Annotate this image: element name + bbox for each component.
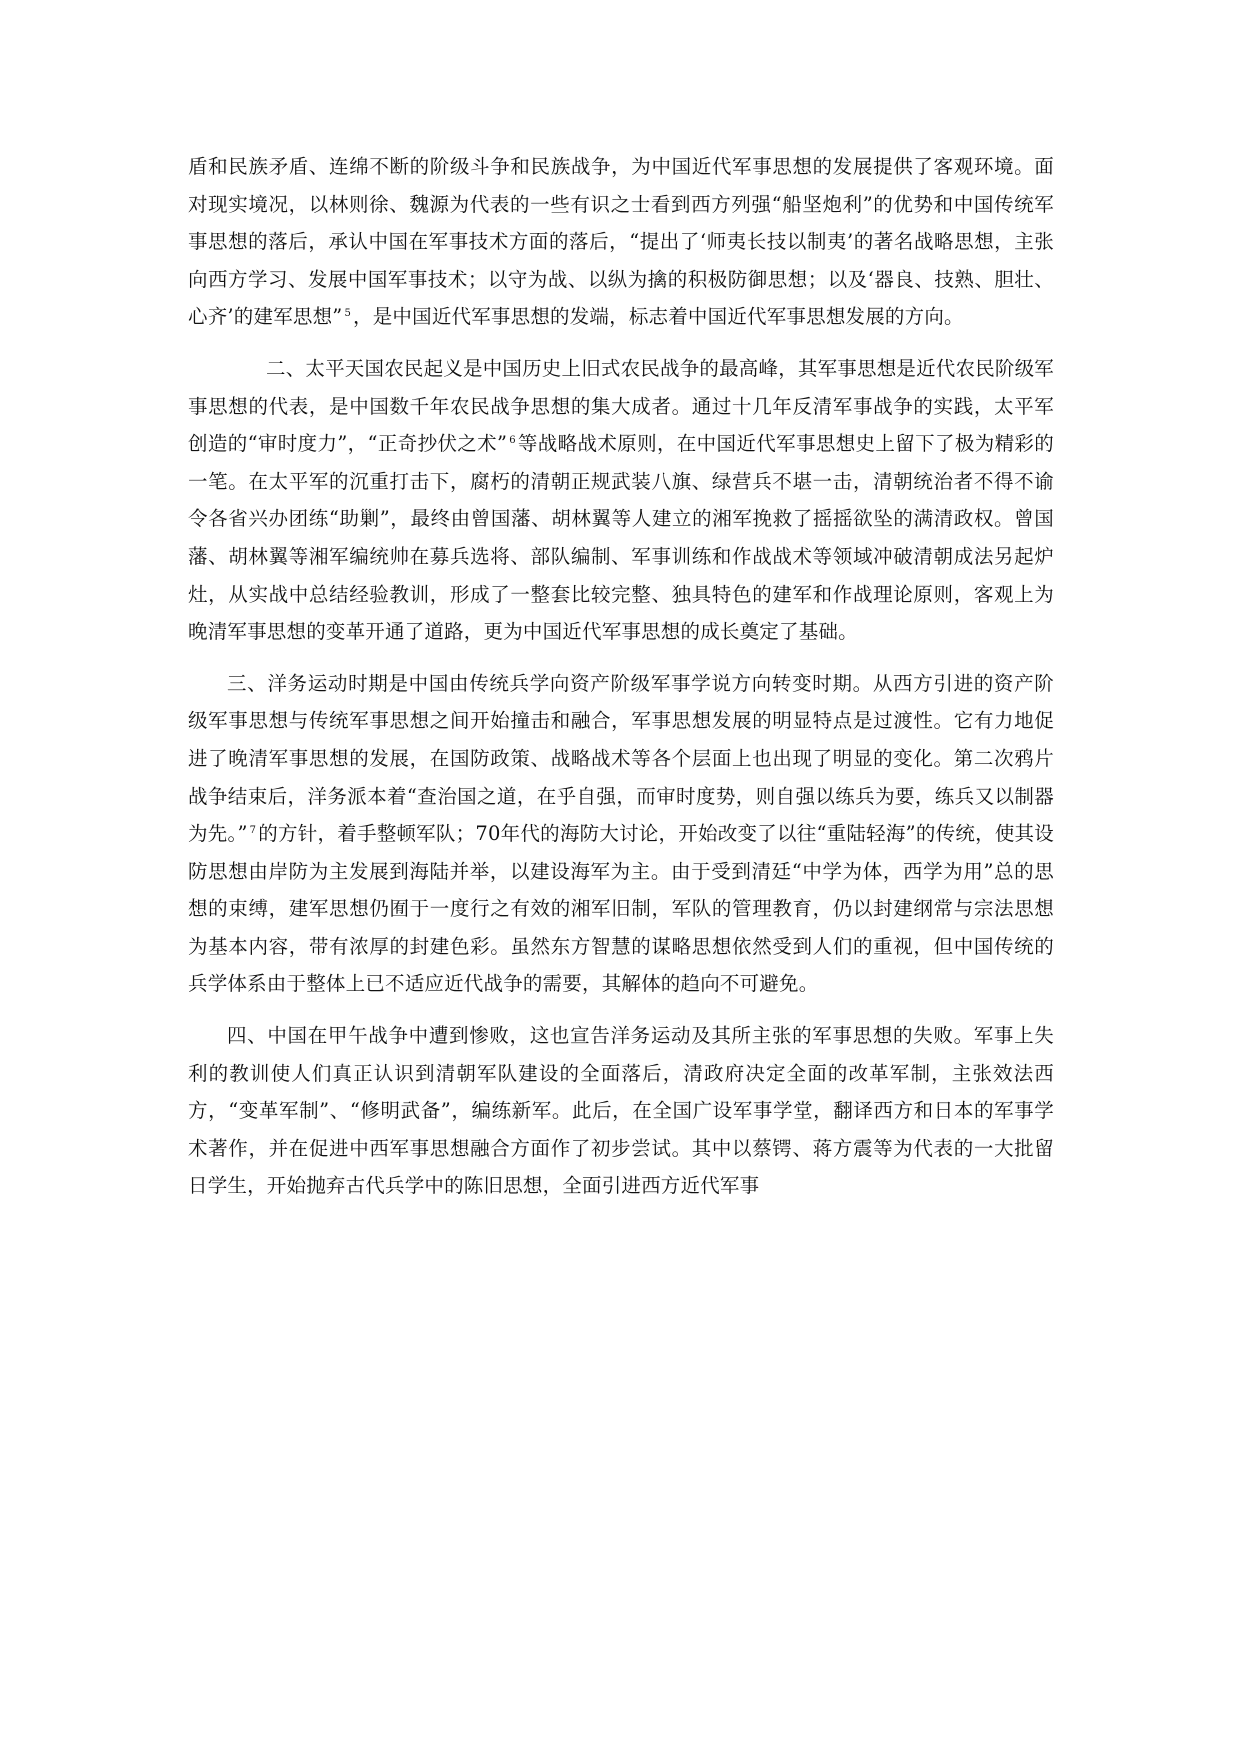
footnote-marker: 6 (509, 434, 516, 446)
footnote-marker: 5 (344, 307, 352, 319)
paragraph-1 (188, 148, 1054, 336)
body-text (188, 148, 1054, 1205)
paragraph-3 (188, 665, 1054, 1003)
footnote-marker: 7 (249, 824, 257, 836)
paragraph-text: ，是中国近代军事思想的发端，标志着中国近代军事思想发展的方向。 (353, 305, 964, 329)
paragraph-text: 等战略战术原则，在中国近代军事思想史上留下了极为精彩的一笔。在太平军的沉重打击下，腐朽的清朝正规武装八旗、绿营兵不堪一击，清朝统治者不得不谕令各省兴办团练“助剿”，最终由曾国藩、胡林翼等人建立的湘军挽救了摇摇欲坠的满清政权。曾国藩、胡林翼等湘军编统帅在募兵选将、部队编制、军事训练和作战战术等领域冲破清朝成法另起炉灶，从实战中总结经验教训，形成了一整套比较完整、独具特色的建军和作战理论原则，客观上为晚清军事思想的变革开通了道路，更为中国近代军事思想的成长奠定了基础。 (188, 432, 1054, 644)
paragraph-text: 二、太平天国农民起义是中国历史上旧式农民战争的最高峰，其军事思想是近代农民阶级军事思想的代表，是中国数千年农民战争思想的集大成者。通过十几年反清军事战争的实践，太平军创造的“审时度力”，“正奇抄伏之术” (188, 356, 1055, 456)
paragraph-text: 三、洋务运动时期是中国由传统兵学向资产阶级军事学说方向转变时期。从西方引进的资产阶级军事思想与传统军事思想之间开始撞击和融合，军事思想发展的明显特点是过渡性。它有力地促进了晚清军事思想的发展，在国防政策、战略战术等各个层面上也出现了明显的变化。第二次鸦片战争结束后，洋务派本着“查治国之道，在乎自强，而审时度势，则自强以练兵为要，练兵又以制器为先。” (188, 671, 1054, 846)
paragraph-text: 四、中国在甲午战争中遭到惨败，这也宣告洋务运动及其所主张的军事思想的失败。军事上失利的教训使人们真正认识到清朝军队建设的全面落后，清政府决定全面的改革军制，主张效法西方，“变革军制”、“修明武备”，编练新军。此后，在全国广设军事学堂，翻译西方和日本的军事学术著作，并在促进中西军事思想融合方面作了初步尝试。其中以蔡锷、蒋方震等为代表的一大批留日学生，开始抛弃古代兵学中的陈旧思想，全面引进西方近代军事 (188, 1024, 1054, 1198)
paragraph-4 (188, 1017, 1054, 1205)
paragraph-text: 盾和民族矛盾、连绵不断的阶级斗争和民族战争，为中国近代军事思想的发展提供了客观环境。面对现实境况，以林则徐、魏源为代表的一些有识之士看到西方列强“船坚炮利”的优势和中国传统军事思想的落后，承认中国在军事技术方面的落后，“提出了‘师夷长技以制夷’的著名战略思想，主张向西方学习、发展中国军事技术；以守为战、以纵为擒的积极防御思想；以及‘器良、技熟、胆壮、心齐’的建军思想” (188, 155, 1054, 329)
paragraph-text: 的方针，着手整顿军队；70年代的海防大讨论，开始改变了以往“重陆轻海”的传统，使其设防思想由岸防为主发展到海陆并举，以建设海军为主。由于受到清廷“中学为体，西学为用”总的思想的束缚，建军思想仍囿于一度行之有效的湘军旧制，军队的管理教育，仍以封建纲常与宗法思想为基本内容，带有浓厚的封建色彩。虽然东方智慧的谋略思想依然受到人们的重视，但中国传统的兵学体系由于整体上已不适应近代战争的需要，其解体的趋向不可避免。 (188, 822, 1054, 996)
paragraph-2 (188, 350, 1054, 651)
